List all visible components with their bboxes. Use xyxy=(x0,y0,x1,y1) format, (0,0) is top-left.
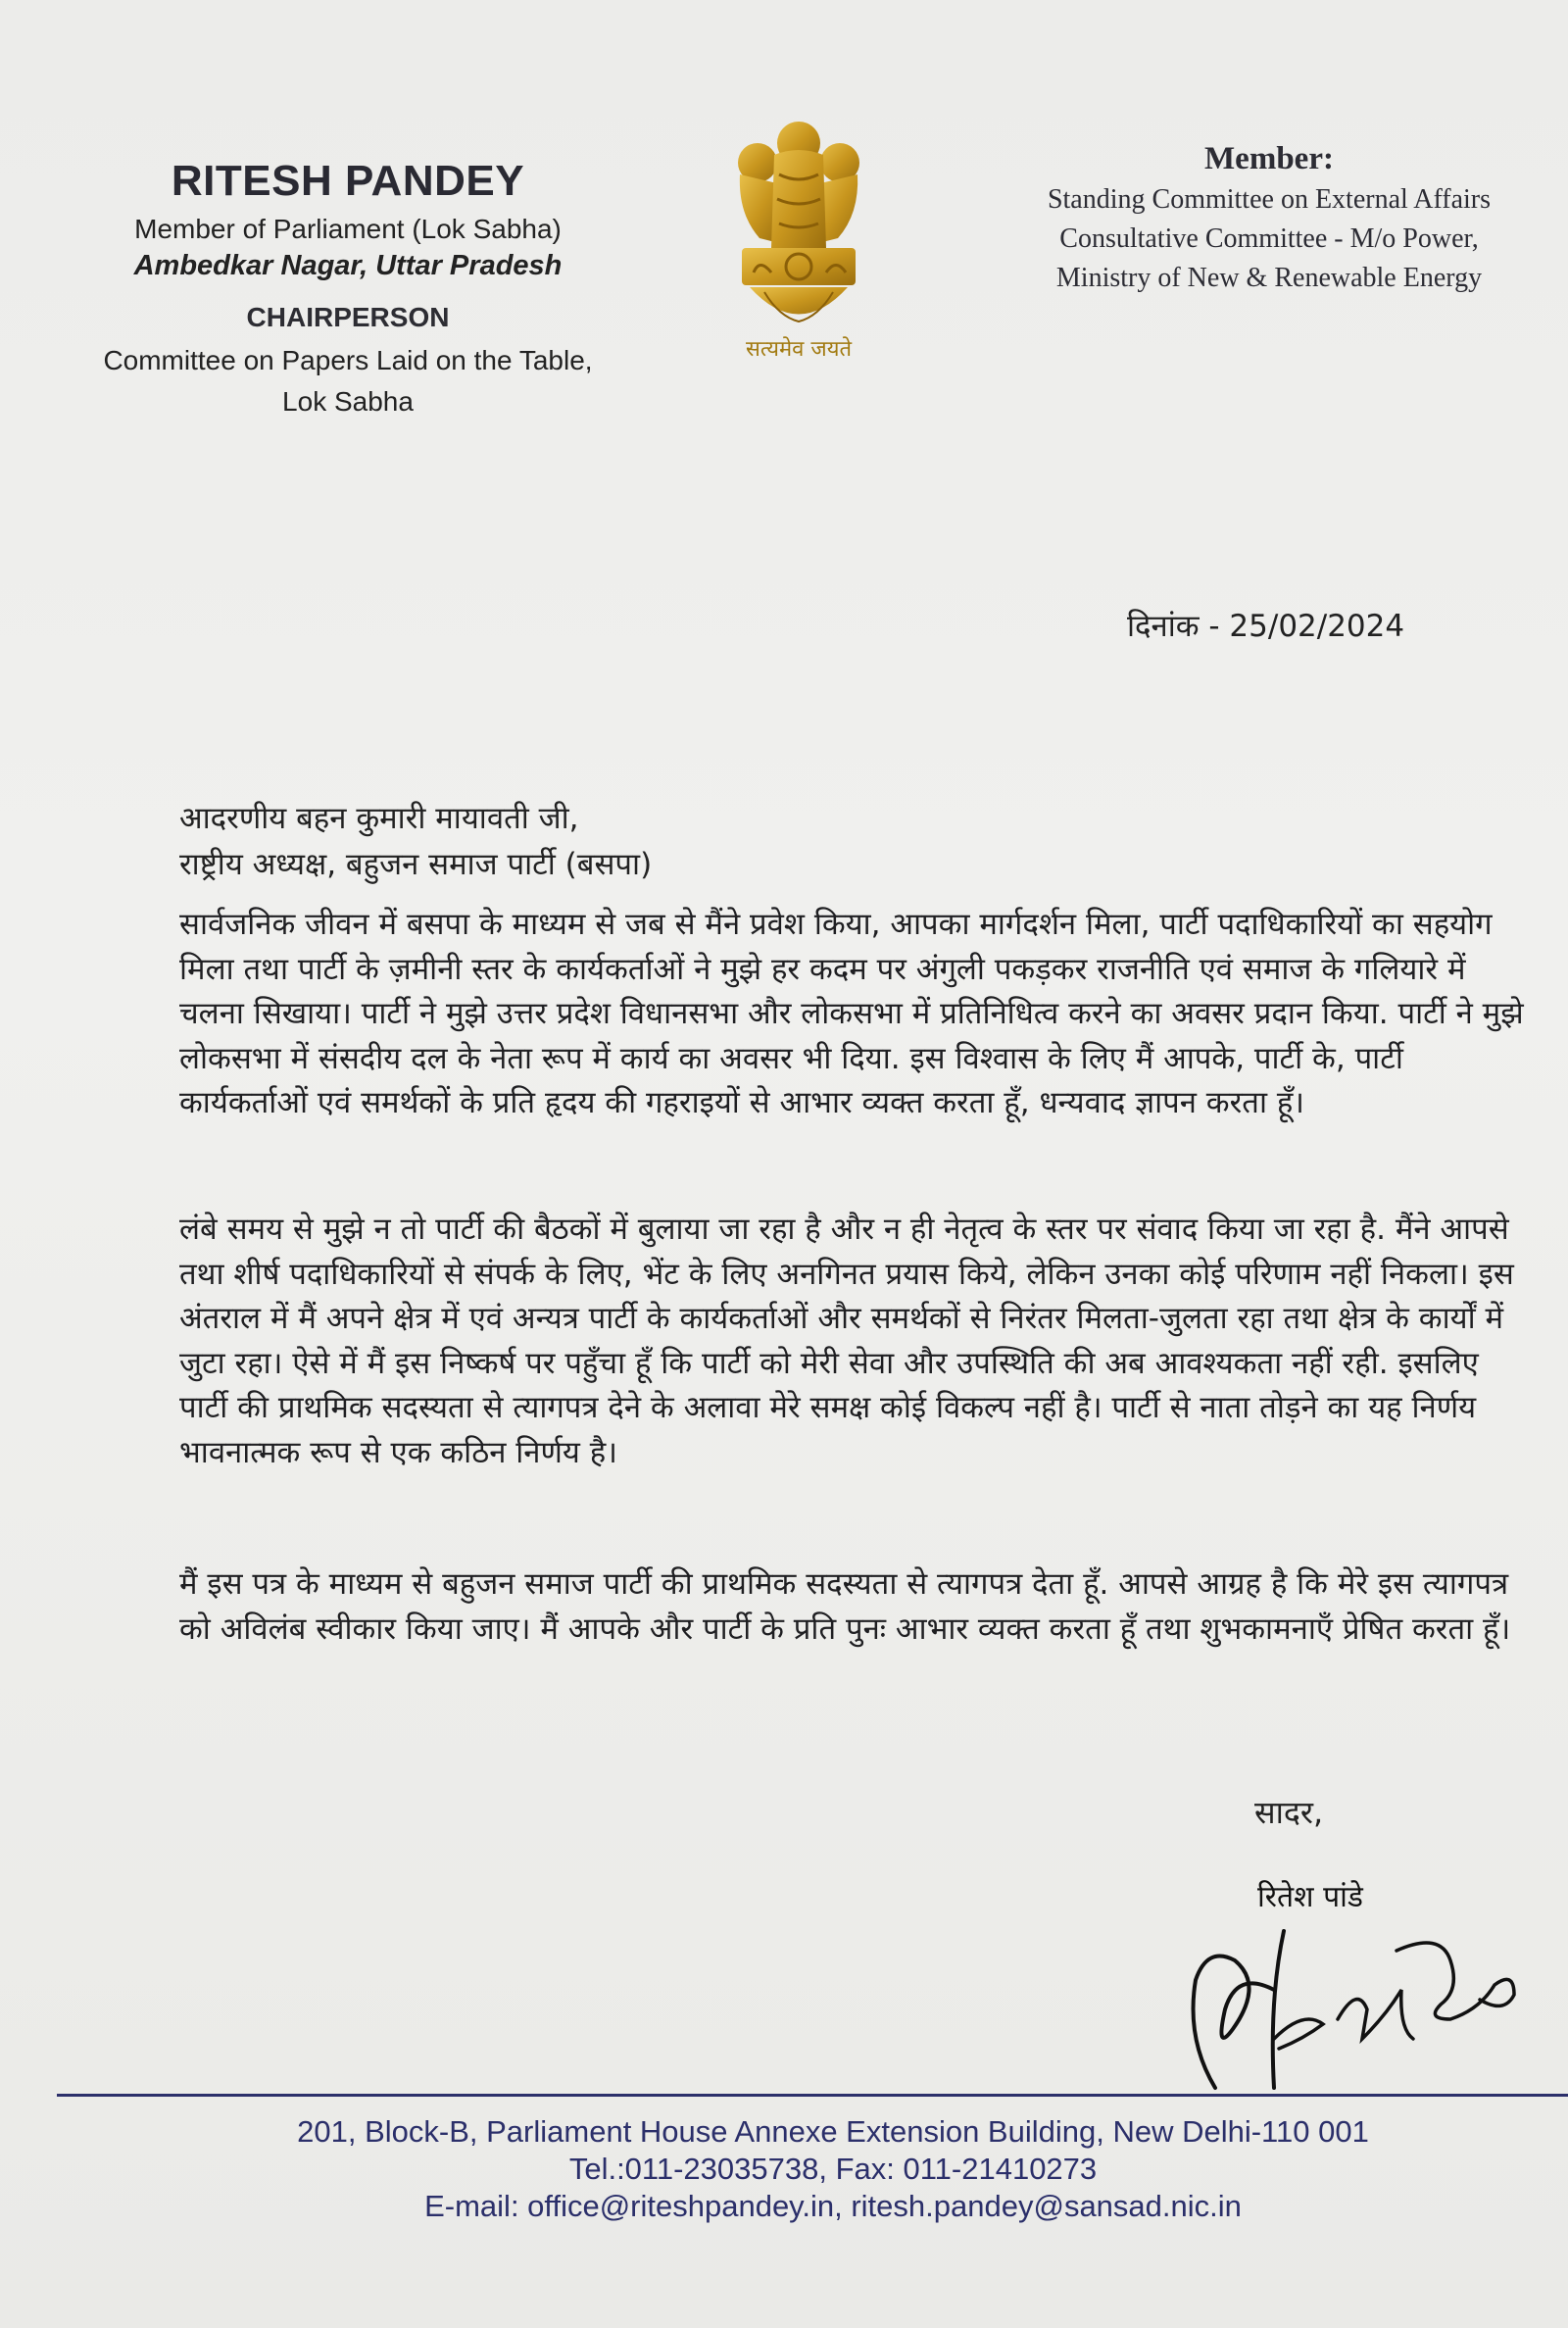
salutation xyxy=(179,796,652,888)
footer-email: E-mail: office@riteshpandey.in, ritesh.pandey@sansad.nic.in xyxy=(424,2189,1242,2223)
member-line-3: Ministry of New & Renewable Energy xyxy=(1055,263,1483,293)
sender-constituency: Ambedkar Nagar, Uttar Pradesh xyxy=(133,250,563,281)
footer xyxy=(225,2113,1441,2225)
footer-phone: Tel.:011-23035738, Fax: 011-21410273 xyxy=(568,2152,1098,2186)
member-line-1: Standing Committee on External Affairs xyxy=(1047,184,1492,215)
member-line-2: Consultative Committee - M/o Power, xyxy=(1059,223,1479,254)
paragraph-2: लंबे समय से मुझे न तो पार्टी की बैठकों में बुलाया जा रहा है और न ही नेतृत्व के स्तर पर संवाद किया जा रहा है. मैंने आपसे तथा शीर्ष पदाधिकारियों से संपर्क के लिए, भेंट के लिए अनगिनत प्रयास किये, लेकिन उनका कोई परिणाम नहीं निकला। इस अंतराल में मैं अपने क्षेत्र में एवं अन्यत्र पार्टी के कार्यकर्ताओं और समर्थकों से निरंतर मिलता-जुलता रहा तथा क्षेत्र के कार्यों में जुटा रहा। ऐसे में मैं इस निष्कर्ष पर पहुँचा हूँ कि पार्टी को मेरी सेवा और उपस्थिति की अब आवश्यकता नहीं रही. इसलिए पार्टी की प्राथमिक सदस्यता से त्यागपत्र देने के अलावा मेरे समक्ष कोई विकल्प नहीं है। पार्टी से नाता तोड़ने का यह निर्णय भावनात्मक रूप से एक कठिन निर्णय है। xyxy=(179,1212,1514,1470)
committee-line-2: Lok Sabha xyxy=(282,386,414,417)
emblem-motto: सत्यमेव जयते xyxy=(745,337,853,362)
committee-line-1: Committee on Papers Laid on the Table, xyxy=(103,345,593,375)
letterhead-right xyxy=(1009,137,1529,298)
handwritten-signature xyxy=(1156,1892,1539,2117)
footer-rule xyxy=(57,2094,1568,2097)
sender-role: Member of Parliament (Lok Sabha) xyxy=(134,214,562,244)
letter-date: दिनांक - 25/02/2024 xyxy=(1127,609,1405,644)
salutation-line-2: राष्ट्रीय अध्यक्ष, बहुजन समाज पार्टी (बसपा) xyxy=(179,847,653,882)
paragraph-1: सार्वजनिक जीवन में बसपा के माध्यम से जब से मैंने प्रवेश किया, आपका मार्गदर्शन मिला, पार्टी पदाधिकारियों का सहयोग मिला तथा पार्टी के ज़मीनी स्तर के कार्यकर्ताओं ने मुझे हर कदम पर अंगुली पकड़कर राजनीति एवं समाज के गलियारे में चलना सिखाया। पार्टी ने मुझे उत्तर प्रदेश विधानसभा और लोकसभा में प्रतिनिधित्व करने का अवसर प्रदान किया. पार्टी ने मुझे लोकसभा में संसदीय दल के नेता रूप में कार्य का अवसर भी दिया. इस विश्वास के लिए मैं आपके, पार्टी के, पार्टी कार्यकर्ताओं एवं समर्थकों के प्रति हृदय की गहराइयों से आभार व्यक्त करता हूँ, धन्यवाद ज्ञापन करता हूँ। xyxy=(179,907,1524,1121)
letterhead-left xyxy=(93,157,603,420)
salutation-line-1: आदरणीय बहन कुमारी मायावती जी, xyxy=(179,801,579,836)
member-heading: Member: xyxy=(1204,141,1334,176)
paragraph-3: मैं इस पत्र के माध्यम से बहुजन समाज पार्टी की प्राथमिक सदस्यता से त्यागपत्र देता हूँ. आपसे आग्रह है कि मेरे इस त्यागपत्र को अविलंब स्वीकार किया जाए। मैं आपके और पार्टी के प्रति पुनः आभार व्यक्त करता हूँ तथा शुभकामनाएँ प्रेषित करता हूँ। xyxy=(179,1566,1511,1647)
lion-capital-icon xyxy=(720,116,877,336)
chair-title: CHAIRPERSON xyxy=(246,302,450,332)
closing: सादर, xyxy=(1254,1794,1324,1831)
signatory-name: रितेश पांडे xyxy=(1257,1880,1363,1914)
national-emblem xyxy=(720,116,877,371)
footer-address: 201, Block-B, Parliament House Annexe Extension Building, New Delhi-110 001 xyxy=(297,2114,1369,2149)
sender-name: RITESH PANDEY xyxy=(171,157,525,205)
